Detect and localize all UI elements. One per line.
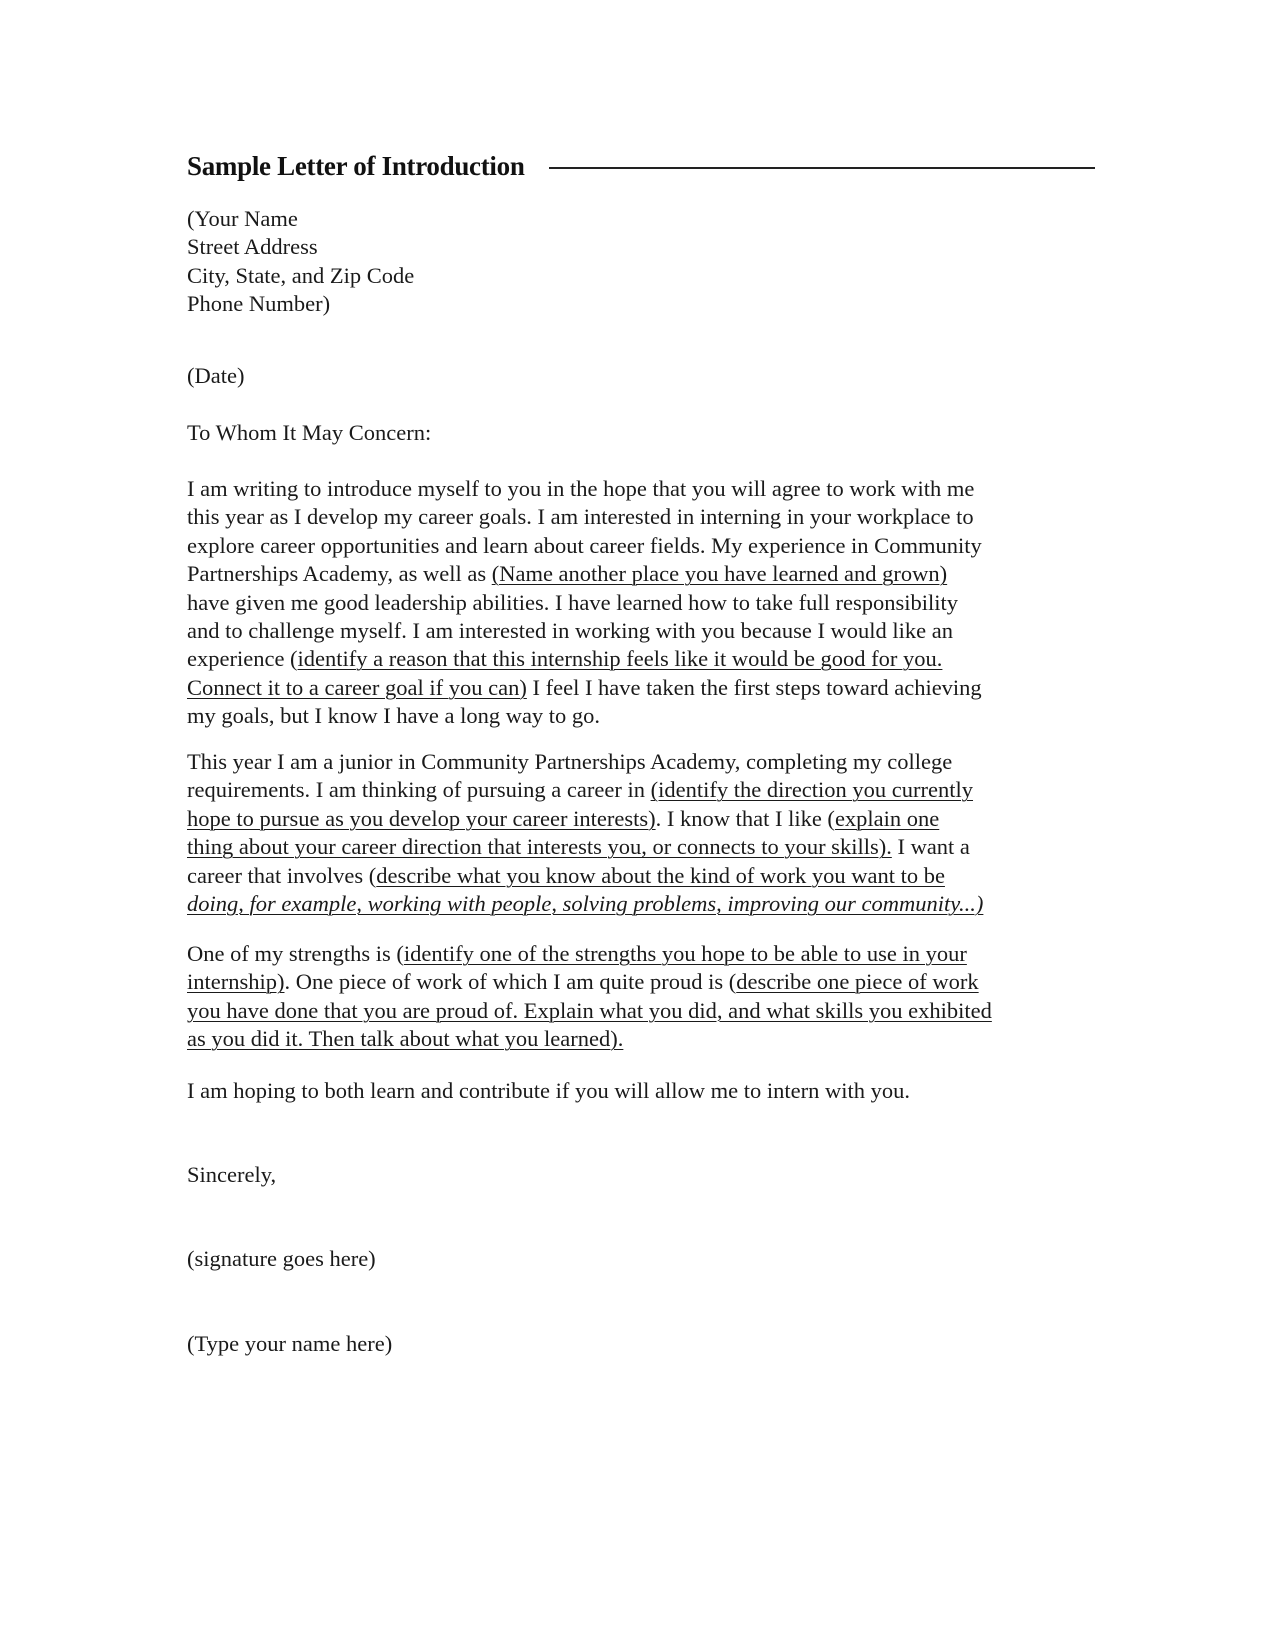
p1-placeholder: identify a reason that this internship feels like it would be good for you. (297, 646, 943, 672)
p2-text: . I know that I like ( (655, 805, 835, 831)
sender-street: Street Address (187, 234, 318, 260)
date: (Date) (187, 363, 245, 388)
p1-line: this year as I develop my career goals. I am interested in interning in your workplace to (187, 504, 974, 530)
signature-block (187, 1245, 1087, 1273)
title-rule (549, 167, 1095, 169)
p2-placeholder: explain one (834, 805, 940, 831)
paragraph-2 (187, 748, 1087, 918)
sender-name: (Your Name (187, 206, 298, 231)
sender-phone: Phone Number) (187, 291, 331, 317)
p2-line: This year I am a junior in Community Partnerships Academy, completing my college (187, 749, 953, 774)
sender-address (187, 205, 1087, 319)
p1-text: I feel I have taken the first steps toward achieving (526, 674, 982, 700)
p2-placeholder: describe what you know about the kind of work you want to be (376, 862, 945, 888)
salutation-block (187, 419, 1087, 447)
p3-placeholder: you have done that you are proud of. Explain what you did, and what skills you exhibited (187, 997, 992, 1023)
p3-placeholder: describe one piece of work (736, 969, 979, 995)
p2-line (187, 833, 1087, 861)
p4-line: I am hoping to both learn and contribute if you will allow me to intern with you. (187, 1078, 910, 1103)
p3-line (187, 968, 1087, 996)
date-block (187, 362, 1087, 390)
sender-city: City, State, and Zip Code (187, 262, 415, 288)
p2-placeholder: thing about your career direction that interests you, or connects to your skills). (187, 834, 892, 860)
paragraph-1 (187, 475, 1087, 731)
p2-text: career that involves ( (187, 862, 377, 888)
p2-placeholder: (identify the direction you currently (650, 777, 974, 803)
p1-text: Partnerships Academy, as well as (187, 561, 492, 587)
closing: Sincerely, (187, 1162, 277, 1187)
p1-line: and to challenge myself. I am interested in working with you because I would like an (187, 617, 954, 643)
p3-placeholder: internship) (187, 969, 285, 995)
p2-placeholder: hope to pursue as you develop your career interests) (187, 805, 656, 831)
p3-text: One of my strengths is ( (187, 941, 404, 966)
p1-line (187, 560, 1087, 588)
p1-line: have given me good leadership abilities. I have learned how to take full responsibility (187, 589, 959, 615)
p3-line (187, 1025, 1087, 1053)
p3-placeholder: as you did it. Then talk about what you learned). (187, 1026, 624, 1052)
p2-line (187, 890, 1087, 918)
p3-placeholder: identify one of the strengths you hope to be able to use in your (403, 941, 967, 966)
p2-text: I want a (891, 834, 970, 860)
p2-placeholder-italic: doing, for example, working with people, solving problems, improving our community...) (187, 890, 984, 916)
typed-name-block (187, 1330, 1087, 1358)
p1-placeholder: Connect it to a career goal if you can) (187, 674, 527, 700)
page-title: Sample Letter of Introduction (187, 150, 525, 181)
p2-line (187, 805, 1087, 833)
closing-block (187, 1161, 1087, 1189)
p1-placeholder: (Name another place you have learned and grown) (491, 561, 948, 587)
p1-line (187, 645, 1087, 673)
p2-line (187, 776, 1087, 804)
paragraph-4 (187, 1077, 1087, 1105)
p2-text: requirements. I am thinking of pursuing a career in (187, 777, 651, 803)
paragraph-3 (187, 940, 1087, 1054)
p3-line (187, 940, 1087, 968)
p1-line: explore career opportunities and learn about career fields. My experience in Community (187, 532, 982, 558)
signature-placeholder: (signature goes here) (187, 1246, 376, 1271)
p3-text: . One piece of work of which I am quite proud is ( (284, 969, 737, 995)
title-row (187, 148, 1095, 184)
typed-name-placeholder: (Type your name here) (187, 1331, 393, 1356)
p3-line (187, 997, 1087, 1025)
p1-line (187, 674, 1087, 702)
p1-line: my goals, but I know I have a long way to go. (187, 703, 601, 729)
p1-text: experience ( (187, 646, 298, 672)
p1-line: I am writing to introduce myself to you in the hope that you will agree to work with me (187, 476, 975, 501)
salutation: To Whom It May Concern: (187, 420, 432, 445)
p2-line (187, 862, 1087, 890)
